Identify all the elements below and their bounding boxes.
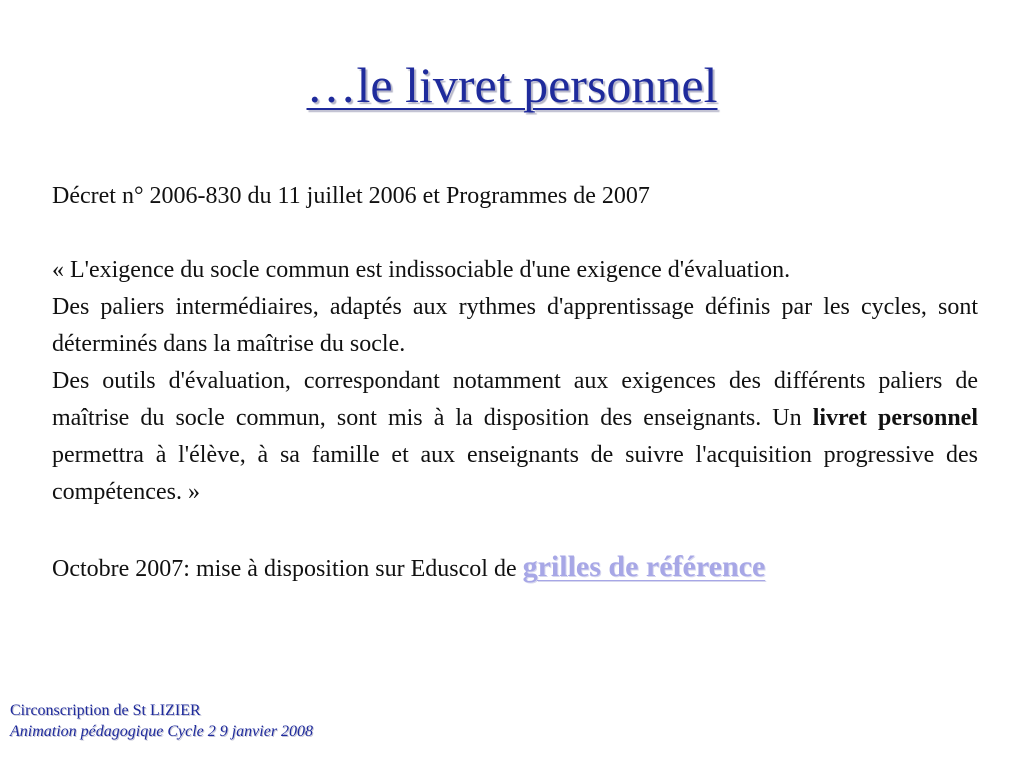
decree-reference: Décret n° 2006-830 du 11 juillet 2006 et Programmes de 2007 — [52, 183, 650, 209]
livret-personnel-emphasis: livret personnel — [812, 405, 978, 431]
october-announcement — [52, 548, 978, 588]
quote-paragraph-3-end: permettra à l'élève, à sa famille et aux enseignants de suivre l'acquisition progressive des compétences. » — [52, 442, 978, 505]
slide-footer — [10, 700, 313, 742]
october-text: Octobre 2007: mise à disposition sur Eduscol de — [52, 556, 523, 582]
slide-body — [52, 178, 978, 588]
quote-paragraph-2: Des paliers intermédiaires, adaptés aux rythmes d'apprentissage définis par les cycles, sont déterminés dans la maîtrise du socle. — [52, 294, 978, 357]
quote-paragraph-1: « L'exigence du socle commun est indissociable d'une exigence d'évaluation. — [52, 257, 791, 283]
footer-animation-date: Animation pédagogique Cycle 2 9 janvier 2008 — [10, 723, 314, 740]
footer-circonscription: Circonscription de St LIZIER — [10, 702, 201, 719]
quote-paragraph-3 — [52, 363, 978, 511]
quote-paragraph-3-start: Des outils d'évaluation, correspondant notamment aux exigences des différents paliers de maîtrise du socle commun, sont mis à la disposition des enseignants. Un — [52, 368, 978, 431]
grilles-de-reference-link[interactable]: grilles de référence — [522, 550, 766, 583]
slide-title: …le livret personnel — [306, 57, 718, 113]
